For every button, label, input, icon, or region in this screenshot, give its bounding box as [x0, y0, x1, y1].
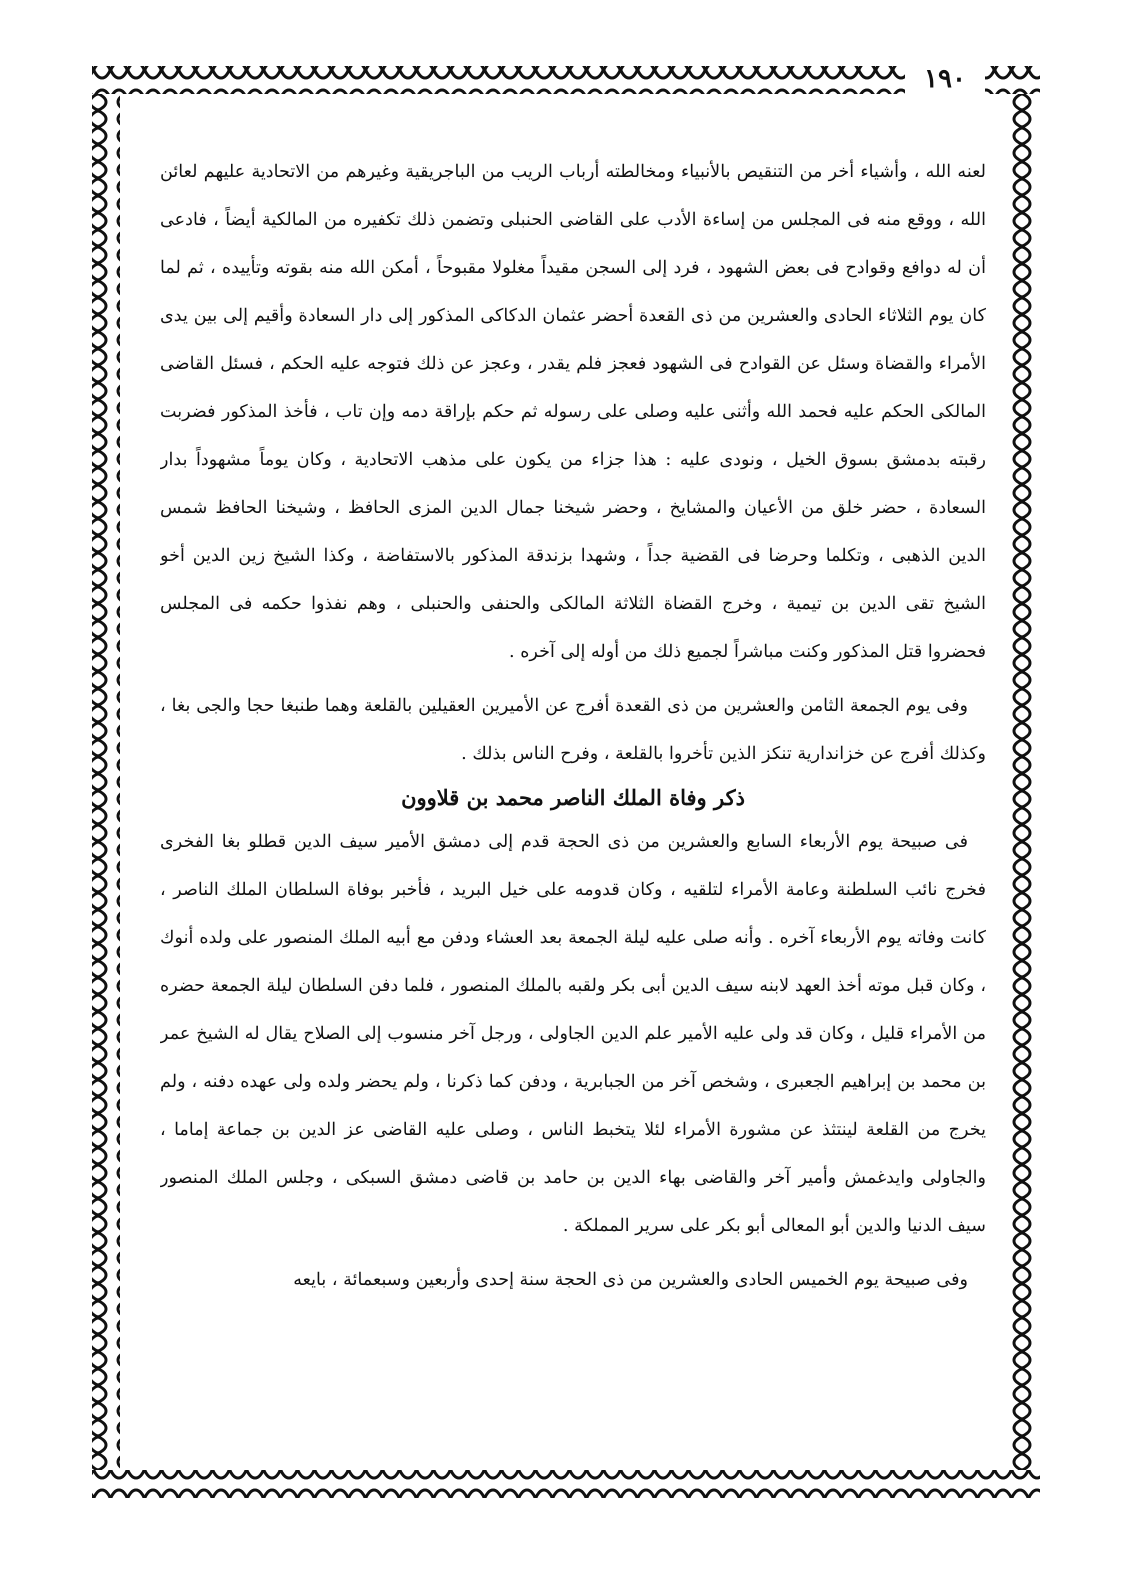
paragraph-3: فى صبيحة يوم الأربعاء السابع والعشرين من ذى الحجة قدم إلى دمشق الأمير سيف الدين قطلو بغا الفخرى فخرج نائب السلطنة وعامة الأمراء لتلقيه ، وكان قدومه على خيل البريد ، فأخبر بوفاة السلطان الملك الناصر ، كانت وفاته يوم الأربعاء آخره . وأنه صلى عليه ليلة الجمعة بعد العشاء ودفن مع أبيه الملك المنصور على ولده أنوك ، وكان قبل موته أخذ العهد لابنه سيف الدين أبى بكر ولقبه بالملك المنصور ، فلما دفن السلطان ليلة الجمعة حضره من الأمراء قليل ، وكان قد ولى عليه الأمير علم الدين الجاولى ، ورجل آخر منسوب إلى الصلاح يقال له الشيخ عمر بن محمد بن إبراهيم الجعبرى ، وشخص آخر من الجبابرية ، ودفن كما ذكرنا ، ولم يحضر ولده ولى عهده دفنه ، ولم يخرج من القلعة لينتثذ عن مشورة الأمراء لئلا يتخبط الناس ، وصلى عليه القاضى عز الدين بن جماعة إماما ، والجاولى وايدغمش وأمير آخر والقاضى بهاء الدين بن حامد بن قاضى دمشق السبكى ، وجلس الملك المنصور سيف الدنيا والدين أبو المعالى أبو بكر على سرير المملكة .	[160, 832, 986, 1236]
paragraph-2: وفى يوم الجمعة الثامن والعشرين من ذى القعدة أفرج عن الأميرين العقيلين بالقلعة وهما طنبغا حجا والجى بغا ، وكذلك أفرج عن خزاندارية تنكز الذين تأخروا بالقلعة ، وفرح الناس بذلك .	[160, 696, 986, 764]
section-heading: ذكر وفاة الملك الناصر محمد بن قلاوون	[401, 785, 745, 810]
page-number: ١٩٠	[905, 62, 985, 96]
border-left	[92, 94, 120, 1470]
paragraph-1: لعنه الله ، وأشياء أخر من التنقيص بالأنبياء ومخالطته أرباب الريب من الباجريقية وغيرهم من الاتحادية عليهم لعائن الله ، ووقع منه فى المجلس من إساءة الأدب على القاضى الحنبلى وتضمن ذلك تكفيره من المالكية أيضاً ، فادعى أن له دوافع وقوادح فى بعض الشهود ، فرد إلى السجن مقيداً مغلولا مقبوحاً ، أمكن الله منه بقوته وتأييده ، ثم لما كان يوم الثلاثاء الحادى والعشرين من ذى القعدة أحضر عثمان الدكاكى المذكور إلى دار السعادة وأقيم إلى بين يدى الأمراء والقضاة وسئل عن القوادح فى الشهود فعجز فلم يقدر ، وعجز عن ذلك فتوجه عليه الحكم ، فسئل القاضى المالكى الحكم عليه فحمد الله وأثنى عليه وصلى على رسوله ثم حكم بإراقة دمه وإن تاب ، فأخذ المذكور فضربت رقبته بدمشق بسوق الخيل ، ونودى عليه : هذا جزاء من يكون على مذهب الاتحادية ، وكان يوماً مشهوداً بدار السعادة ، حضر خلق من الأعيان والمشايخ ، وحضر شيخنا جمال الدين المزى الحافظ ، وشيخنا الحافظ شمس الدين الذهبى ، وتكلما وحرضا فى القضية جداً ، وشهدا بزندقة المذكور بالاستفاضة ، وكذا الشيخ زين الدين أخو الشيخ تقى الدين بن تيمية ، وخرج القضاة الثلاثة المالكى والحنفى والحنبلى ، وهم نفذوا حكمه فى المجلس فحضروا قتل المذكور وكنت مباشراً لجميع ذلك من أوله إلى آخره .	[160, 162, 986, 662]
paragraph-4: وفى صبيحة يوم الخميس الحادى والعشرين من ذى الحجة سنة إحدى وأربعين وسبعمائة ، بايعه	[293, 1270, 968, 1290]
page-body	[160, 148, 986, 1438]
border-top	[92, 66, 1040, 94]
border-right	[1012, 94, 1040, 1470]
border-bottom	[92, 1470, 1040, 1498]
